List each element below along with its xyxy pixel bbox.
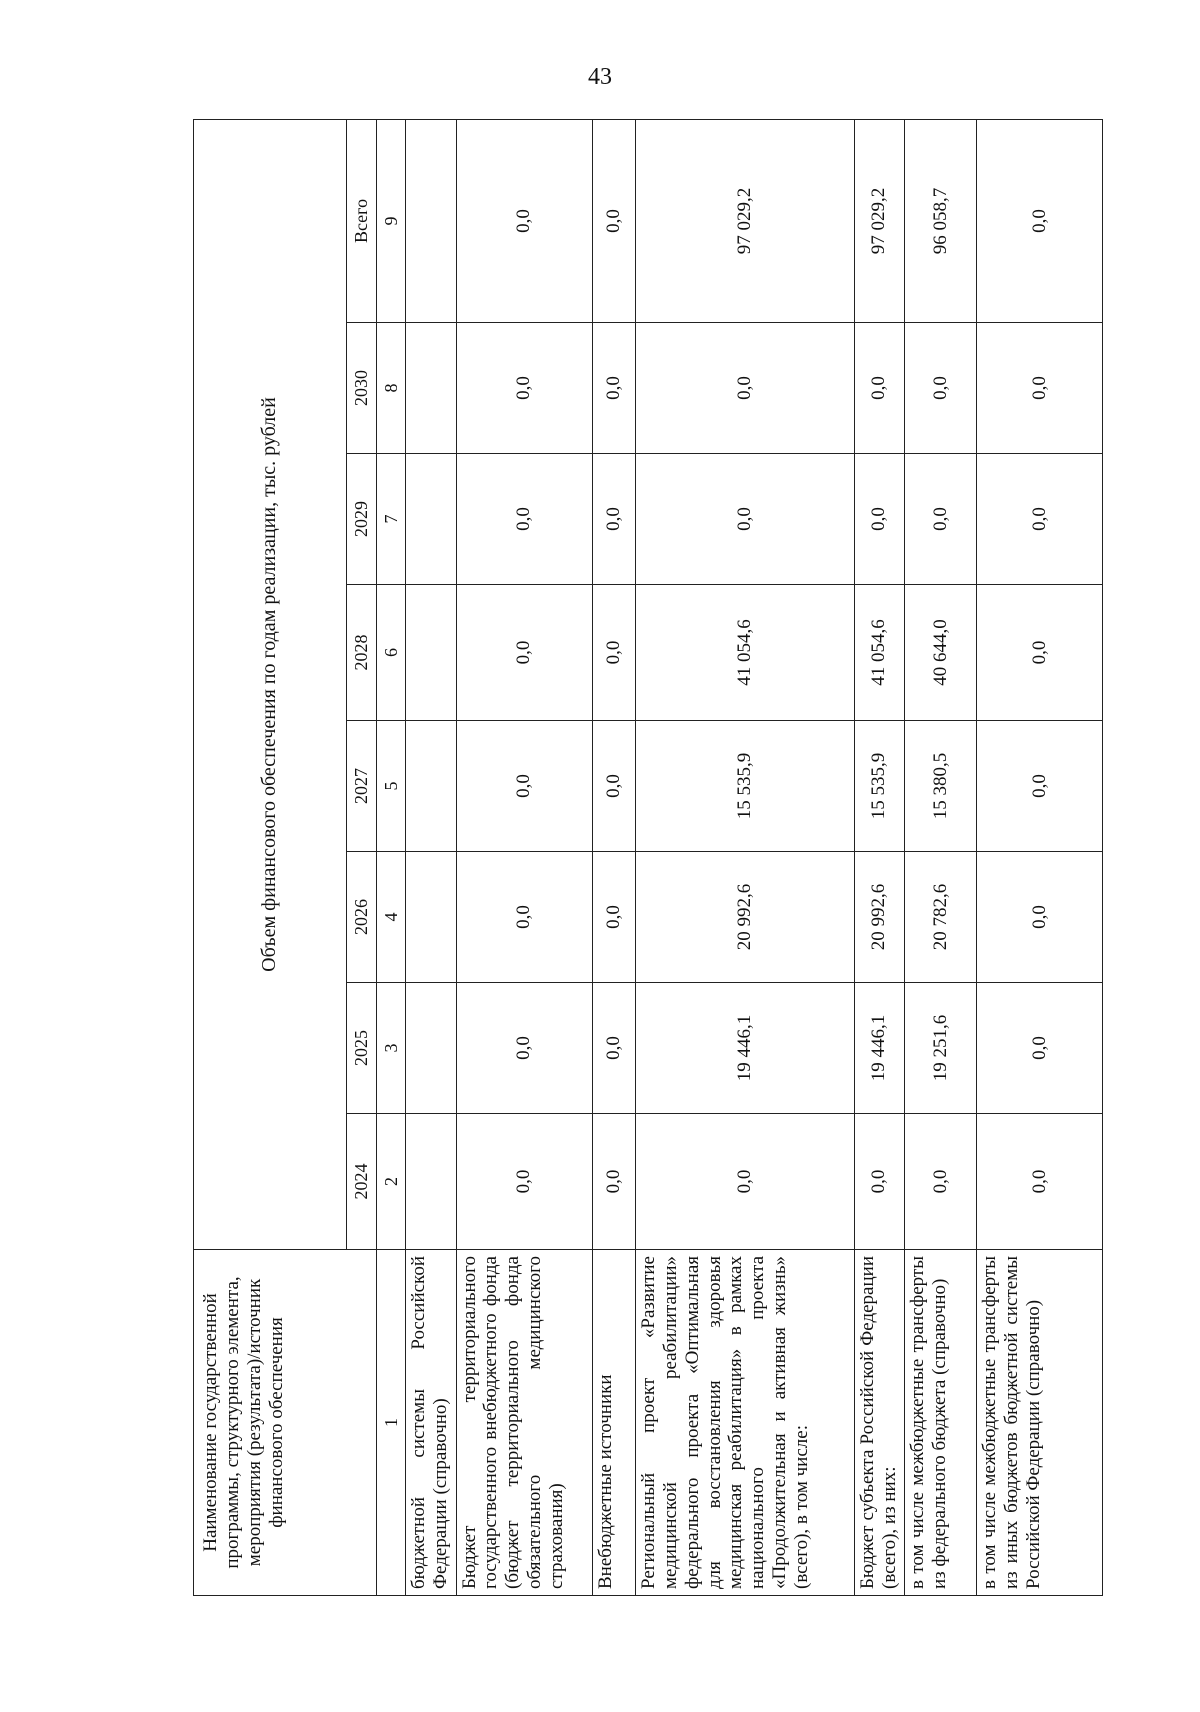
cell-value: 0,0 [854,1114,904,1250]
cell-total: 97 029,2 [636,119,855,322]
table-row [636,119,855,1595]
column-number: 3 [376,983,406,1114]
cell-value: 0,0 [456,585,592,721]
column-number: 9 [376,119,406,322]
cell-value: 0,0 [456,323,592,454]
header-volume-title: Объем финансового обеспечения по годам реализации, тыс. рублей [194,119,347,1249]
header-year: 2027 [346,721,376,852]
cell-value [406,1114,456,1250]
cell-value: 0,0 [592,323,635,454]
header-year: 2030 [346,323,376,454]
row-name: Бюджет территориального государственного внебюджетного фонда (бюджет территориального фонда обязательного медицинского страхования) [456,1250,592,1596]
cell-value: 0,0 [977,1114,1103,1250]
cell-value: 0,0 [456,721,592,852]
cell-value: 0,0 [456,454,592,585]
cell-value: 0,0 [904,454,976,585]
cell-value: 20 992,6 [854,852,904,983]
cell-value: 0,0 [592,1114,635,1250]
column-number: 4 [376,852,406,983]
cell-value: 0,0 [977,323,1103,454]
cell-value: 15 535,9 [854,721,904,852]
header-year: 2025 [346,983,376,1114]
cell-total: 97 029,2 [854,119,904,322]
cell-value: 19 251,6 [904,983,976,1114]
column-number: 7 [376,454,406,585]
cell-value [406,454,456,585]
header-name-column: Наименование государственной программы, структурного элемента, мероприятия (результата)/источник финансового обеспечения [194,1250,377,1596]
cell-value [406,852,456,983]
row-name: Внебюджетные источники [592,1250,635,1596]
row-name: Региональный проект «Развитие медицинской реабилитации» федерального проекта «Оптимальная для восстановления здоровья медицинская реабилитация» в рамках национального проекта «Продолжительная и активная жизнь» (всего), в том числе: [636,1250,855,1596]
cell-value: 20 782,6 [904,852,976,983]
cell-value: 40 644,0 [904,585,976,721]
row-name: бюджетной системы Российской Федерации (справочно) [406,1250,456,1596]
table-row [406,119,456,1595]
financing-table [193,119,1103,1596]
cell-value: 0,0 [854,323,904,454]
header-row-title [194,119,347,1595]
cell-value: 41 054,6 [636,585,855,721]
header-total: Всего [346,119,376,322]
cell-value: 0,0 [636,1114,855,1250]
cell-total: 0,0 [456,119,592,322]
cell-value: 0,0 [854,454,904,585]
cell-value [406,323,456,454]
row-name: в том числе межбюджетные трансферты из иных бюджетов бюджетной системы Российской Федерации (справочно) [977,1250,1103,1596]
cell-value: 0,0 [977,585,1103,721]
cell-total: 96 058,7 [904,119,976,322]
cell-value: 0,0 [636,454,855,585]
cell-value: 0,0 [977,983,1103,1114]
row-name: в том числе межбюджетные трансферты из федерального бюджета (справочно) [904,1250,976,1596]
cell-value: 15 380,5 [904,721,976,852]
cell-value: 19 446,1 [854,983,904,1114]
column-number: 2 [376,1114,406,1250]
cell-value: 0,0 [592,852,635,983]
cell-value: 0,0 [456,983,592,1114]
table-row [977,119,1103,1595]
cell-value: 0,0 [592,585,635,721]
cell-total [406,119,456,322]
cell-value: 0,0 [592,721,635,852]
cell-value: 19 446,1 [636,983,855,1114]
cell-value [406,983,456,1114]
cell-total: 0,0 [592,119,635,322]
table-row [854,119,904,1595]
cell-value: 0,0 [456,852,592,983]
header-row-column-numbers [376,119,406,1595]
cell-value: 20 992,6 [636,852,855,983]
cell-value: 0,0 [592,983,635,1114]
header-year: 2029 [346,454,376,585]
cell-value: 0,0 [904,323,976,454]
cell-value: 0,0 [977,721,1103,852]
column-number: 5 [376,721,406,852]
table-row [592,119,635,1595]
table-row [456,119,592,1595]
cell-value: 0,0 [592,454,635,585]
column-number: 6 [376,585,406,721]
cell-value: 41 054,6 [854,585,904,721]
header-year: 2026 [346,852,376,983]
page-number: 43 [588,64,612,90]
cell-value: 0,0 [636,323,855,454]
header-year: 2024 [346,1114,376,1250]
cell-value: 0,0 [904,1114,976,1250]
cell-total: 0,0 [977,119,1103,322]
cell-value: 15 535,9 [636,721,855,852]
cell-value: 0,0 [977,852,1103,983]
row-name: Бюджет субъекта Российской Федерации (всего), из них: [854,1250,904,1596]
column-number: 8 [376,323,406,454]
header-year: 2028 [346,585,376,721]
rotated-table-wrapper [193,120,1103,1596]
cell-value: 0,0 [977,454,1103,585]
cell-value [406,721,456,852]
cell-value [406,585,456,721]
column-number: 1 [376,1250,406,1596]
table-row [904,119,976,1595]
cell-value: 0,0 [456,1114,592,1250]
